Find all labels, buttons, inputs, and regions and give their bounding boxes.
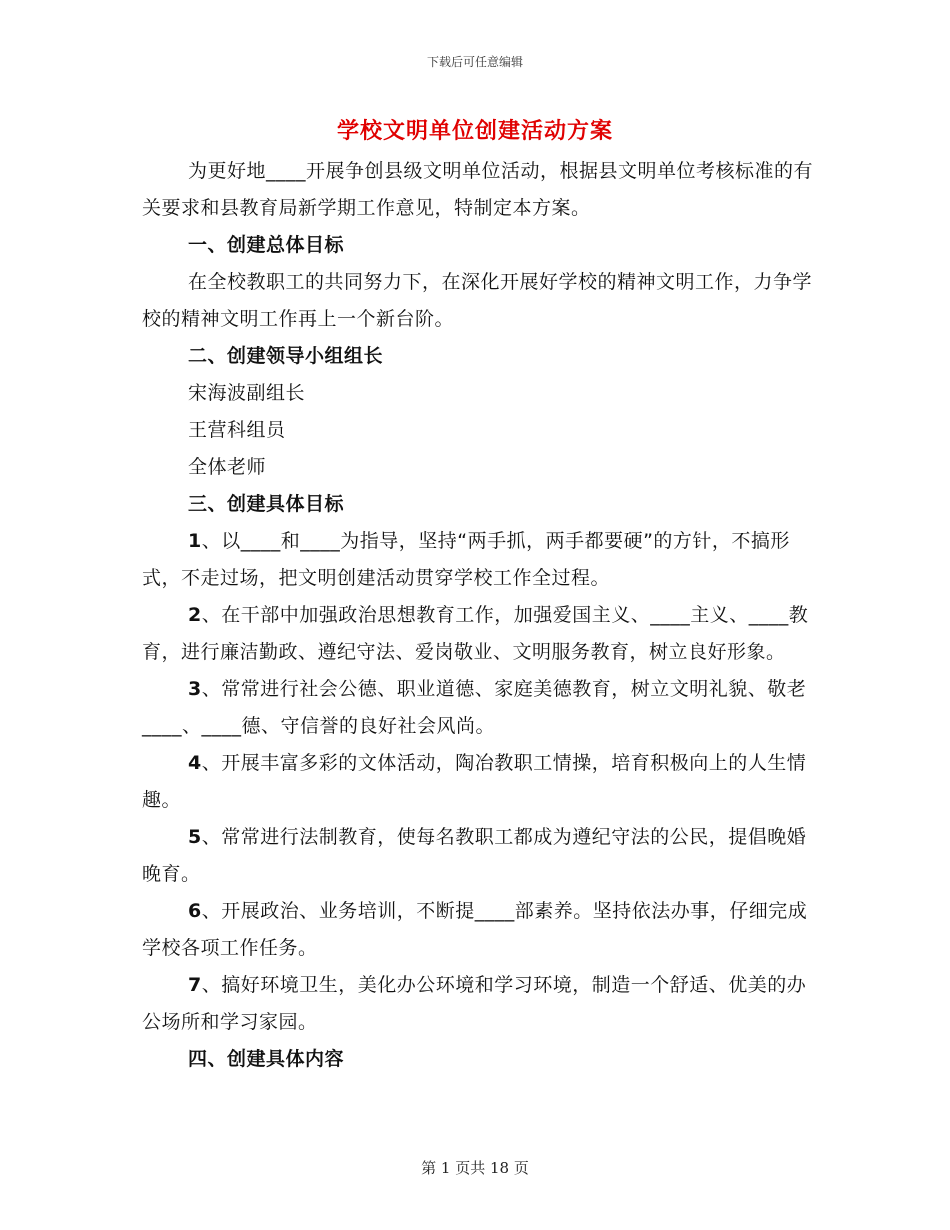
goal-item	[142, 745, 822, 819]
page-header: 下载后可任意编辑	[426, 55, 523, 69]
intro-paragraph: 为更好地____开展争创县级文明单位活动，根据县文明单位考核标准的有关要求和县教育局新学期工作意见，特制定本方案。	[142, 160, 814, 219]
member-item: 宋海波副组长	[188, 382, 306, 404]
goal-item	[142, 967, 822, 1041]
goal-text: 、以____和____为指导，坚持“两手抓，两手都要硬”的方针，不搞形式，不走过场，把文明创建活动贯穿学校工作全过程。	[142, 530, 790, 589]
section-1-text: 在全校教职工的共同努力下，在深化开展好学校的精神文明工作，力争学校的精神文明工作再上一个新台阶。	[142, 271, 813, 330]
section-4-heading: 四、创建具体内容	[188, 1048, 345, 1070]
goal-text: 、常常进行社会公德、职业道德、家庭美德教育，树立文明礼貌、敬老____、____德、守信誉的良好社会风尚。	[142, 678, 807, 737]
goal-number: 4	[188, 752, 202, 774]
goal-text: 、开展丰富多彩的文体活动，陶冶教职工情操，培育积极向上的人生情趣。	[142, 752, 807, 811]
goal-item	[142, 523, 822, 597]
goal-text: 、常常进行法制教育，使每名教职工都成为遵纪守法的公民，提倡晚婚晚育。	[142, 826, 807, 885]
page-footer: 第 1 页共 18 页	[421, 1159, 529, 1177]
goal-text: 、搞好环境卫生，美化办公环境和学习环境，制造一个舒适、优美的办公场所和学习家园。	[142, 974, 807, 1033]
document-title: 学校文明单位创建活动方案	[336, 119, 613, 144]
member-item: 王营科组员	[188, 419, 286, 441]
member-item: 全体老师	[188, 456, 267, 478]
section-2-heading: 二、创建领导小组组长	[188, 345, 384, 367]
goal-number: 2	[188, 604, 202, 626]
goal-text: 、开展政治、业务培训，不断提____部素养。坚持依法办事，仔细完成学校各项工作任务。	[142, 900, 808, 959]
goal-number: 3	[188, 678, 202, 700]
section-3-heading: 三、创建具体目标	[188, 493, 345, 515]
goal-number: 1	[188, 530, 202, 552]
goal-item	[142, 819, 822, 893]
goal-number: 5	[188, 826, 202, 848]
goal-number: 7	[188, 974, 202, 996]
document-body	[142, 153, 822, 1078]
goal-text: 、在干部中加强政治思想教育工作，加强爱国主义、____主义、____教育，进行廉洁勤政、遵纪守法、爱岗敬业、文明服务教育，树立良好形象。	[142, 604, 809, 663]
goal-item	[142, 893, 822, 967]
goal-item	[142, 671, 822, 745]
goal-number: 6	[188, 900, 202, 922]
goal-item	[142, 597, 822, 671]
section-1-heading: 一、创建总体目标	[188, 234, 345, 256]
